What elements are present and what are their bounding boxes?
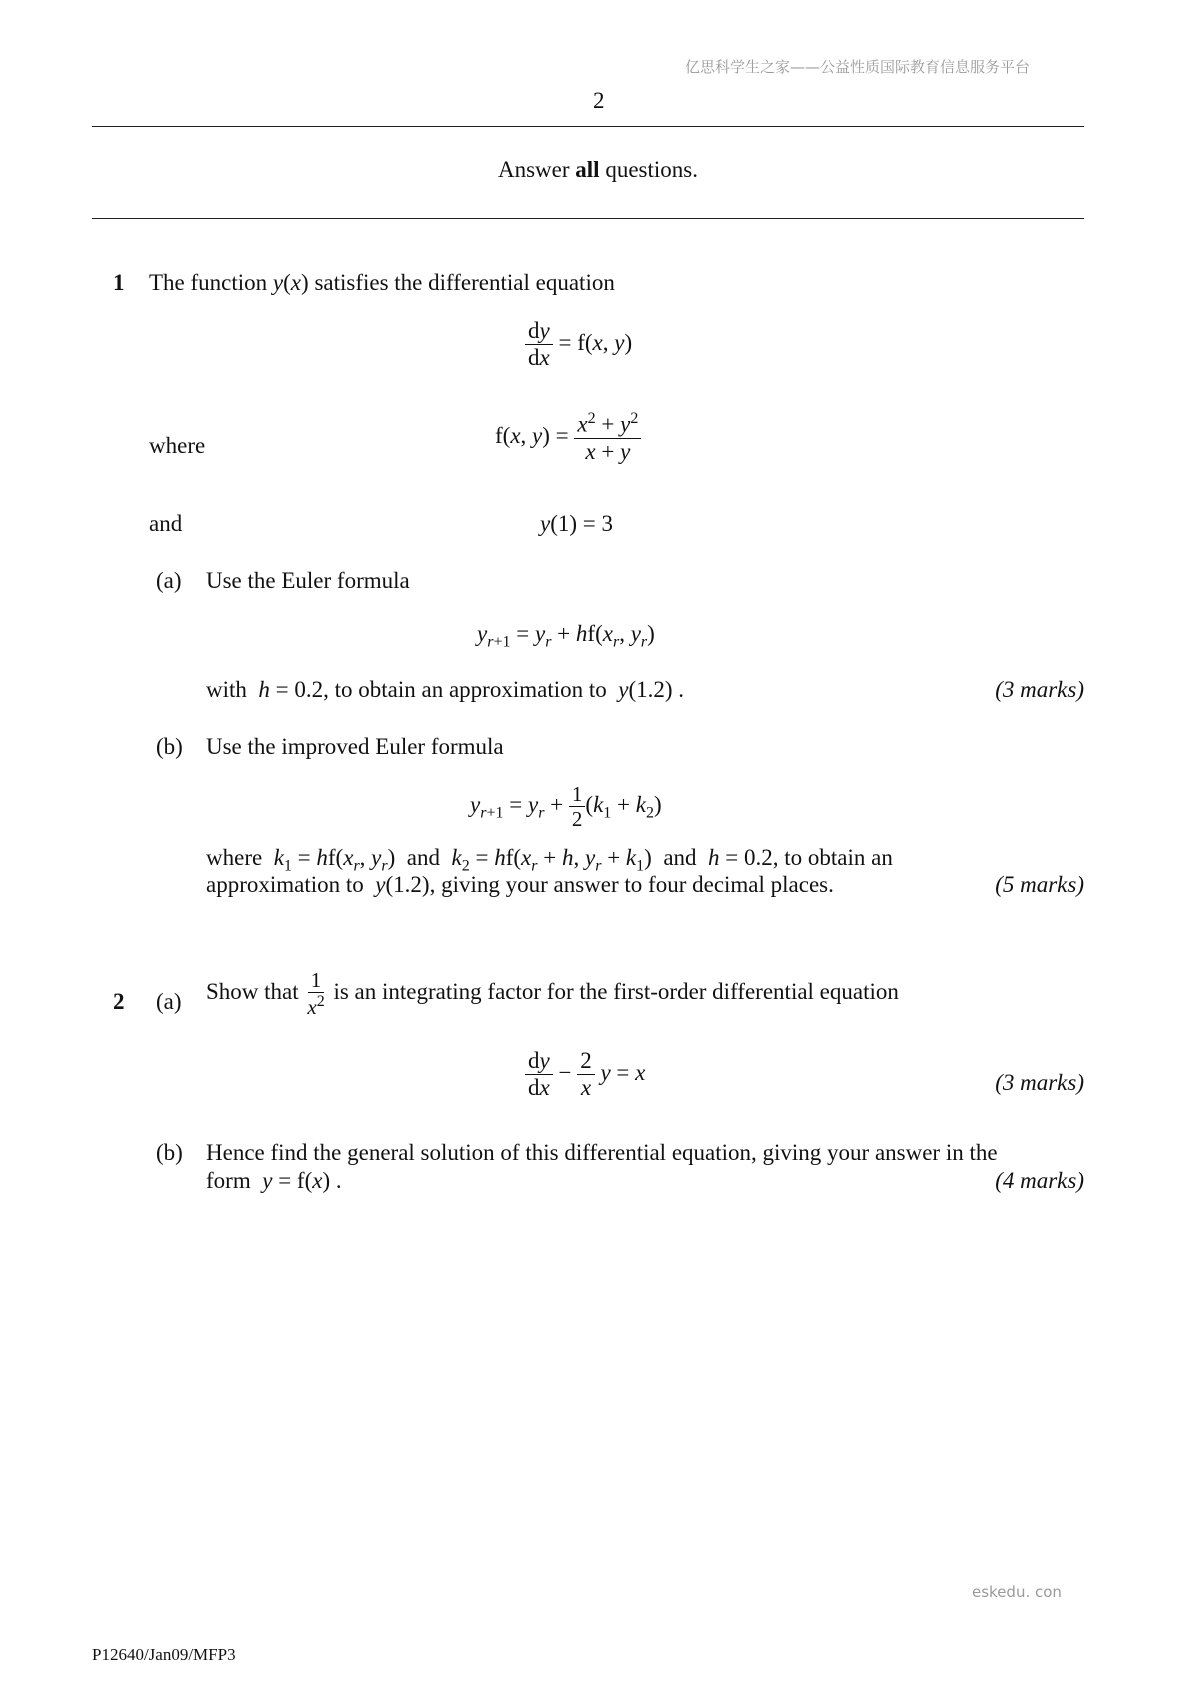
math-h-value-b: h = 0.2 — [708, 845, 773, 870]
math-y-equals-fx: y = f(x) — [262, 1168, 331, 1193]
part-2b-line2: form y = f(x) . — [206, 1168, 342, 1193]
q2b-line2a: form — [206, 1168, 251, 1193]
question-2-number: 2 — [113, 989, 125, 1014]
part-2b-marks: (4 marks) — [995, 1168, 1084, 1193]
euler-formula: $y_{r+1} = y_r + hf(x_r$, $y_r$) — [477, 621, 655, 651]
part-1a-instruction: with h = 0.2, to obtain an approximation to y(1.2) . — [206, 677, 685, 702]
part-2a-marks: (3 marks) — [995, 1070, 1084, 1095]
part-2a-text — [206, 968, 899, 1019]
instruction — [498, 157, 698, 183]
q1a-with: with — [206, 677, 247, 702]
part-1a-marks: (3 marks) — [995, 677, 1084, 702]
q1-intro-b: satisfies the differential equation — [314, 270, 615, 295]
part-1b-text: Use the improved Euler formula — [206, 734, 504, 759]
part-2b-line1: Hence find the general solution of this differential equation, giving your answer in the — [206, 1140, 998, 1165]
q1a-obtain: , to obtain an approximation to — [323, 677, 607, 702]
paper-code: P12640/Jan09/MFP3 — [92, 1645, 236, 1664]
equation-f-definition: f(x, y) = $\frac{x^2 + y^2}{x + y}$ — [495, 410, 641, 466]
part-1b-line2 — [206, 872, 834, 898]
math-h-value: h = 0.2 — [258, 677, 324, 702]
part-1a-label: (a) — [156, 568, 182, 593]
math-y-1-2-b: y(1.2) — [375, 872, 430, 897]
math-k1: $k_1 = hf(x_r$, $y_r$) — [273, 845, 402, 875]
math-y-1-2: y(1.2) — [618, 677, 673, 702]
q1b-where: where — [206, 845, 263, 870]
page-number: 2 — [593, 88, 605, 113]
q1b-obtain: , to obtain an — [772, 845, 893, 870]
instruction-bold: all — [575, 157, 600, 182]
part-2a-label: (a) — [156, 989, 182, 1014]
improved-euler-formula: $y_{r+1} = y_r$ + $\frac{1}{2}$ $(k_1 + k_2)$ — [470, 782, 662, 832]
q2a-rest: is an integrating factor for the first-order differential equation — [333, 978, 899, 1004]
question-1-intro — [149, 270, 615, 296]
part-1b-label: (b) — [156, 734, 183, 759]
q1b-line2a: approximation to — [206, 872, 364, 897]
instruction-suffix: questions. — [599, 157, 698, 182]
part-1b-marks: (5 marks) — [995, 872, 1084, 897]
math-one-over-x-squared: $\frac{1}{x^2}$ — [307, 968, 325, 1020]
q2a-show-that: Show that — [206, 978, 299, 1004]
q1b-and2: and — [663, 845, 697, 870]
equation-dydx: $\frac{dy}{dx}$ = f(x, y) — [525, 318, 632, 372]
q1b-and1: and — [406, 845, 441, 870]
question-1-number: 1 — [113, 270, 125, 295]
part-1a-text: Use the Euler formula — [206, 568, 410, 593]
part-1b-line1 — [206, 845, 893, 876]
site-watermark: eskedu. con — [972, 1583, 1062, 1601]
instruction-prefix: Answer — [498, 157, 576, 182]
math-y-of-x: y(x) — [272, 270, 309, 295]
q1b-line2b: , giving your answer to four decimal places. — [429, 872, 834, 897]
math-k2: $k_2 = hf(x_r + h$, $y_r + k_1$) — [451, 845, 658, 875]
watermark-text: 亿思科学生之家——公益性质国际教育信息服务平台 — [685, 58, 1031, 76]
initial-condition: y(1) = 3 — [540, 511, 614, 536]
and-label: and — [149, 511, 183, 536]
part-2b-label: (b) — [156, 1140, 183, 1165]
second-rule — [92, 218, 1084, 219]
top-rule — [92, 126, 1084, 127]
differential-equation-2: $\frac{dy}{dx}$ − $\frac{2}{x}$ y = x — [525, 1048, 645, 1102]
q1-intro-a: The function — [149, 270, 268, 295]
where-label: where — [149, 433, 206, 458]
